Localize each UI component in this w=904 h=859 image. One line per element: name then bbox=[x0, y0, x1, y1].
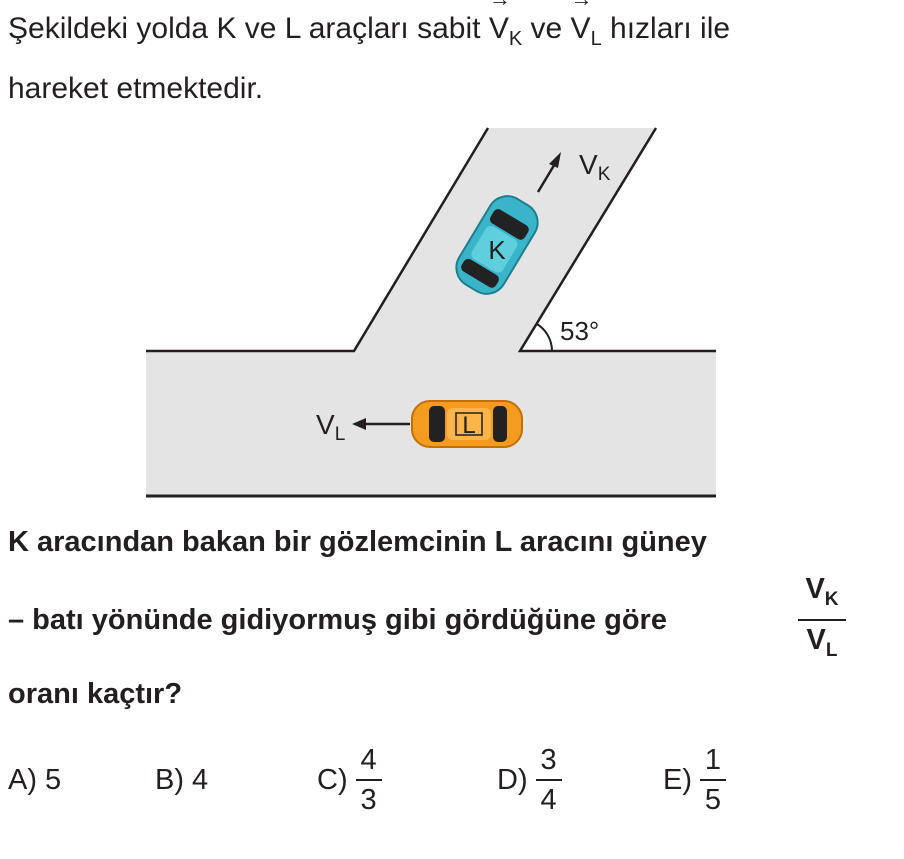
vl-label: $V_L$ bbox=[316, 409, 346, 445]
vector-arrow-icon bbox=[571, 0, 593, 10]
choice-c-label: C) bbox=[317, 763, 348, 796]
answer-choices bbox=[0, 735, 904, 825]
choice-e-fraction bbox=[700, 743, 726, 817]
choice-b[interactable] bbox=[155, 735, 208, 825]
question-line-2: – batı yönünde gidiyormuş gibi gördüğüne göre bbox=[8, 604, 667, 636]
choice-e-label: E) bbox=[663, 763, 692, 796]
choice-c-numerator: 4 bbox=[360, 744, 377, 776]
choice-d-numerator: 3 bbox=[540, 744, 557, 776]
car-l bbox=[412, 401, 522, 447]
vector-vk bbox=[489, 2, 522, 64]
choice-a-label: A) bbox=[8, 763, 37, 796]
angle-label: 53° bbox=[560, 316, 600, 346]
intro-part-2: hızları ile bbox=[610, 12, 731, 45]
choice-c-denominator: 3 bbox=[360, 784, 377, 816]
vl-subscript: L bbox=[590, 28, 602, 50]
vk-label: $V_K$ bbox=[579, 149, 611, 185]
intro-text bbox=[8, 2, 898, 114]
question-line-3: oranı kaçtır? bbox=[8, 678, 183, 710]
vector-vl bbox=[571, 2, 602, 64]
vk-subscript: K bbox=[508, 28, 523, 50]
choice-b-label: B) bbox=[155, 763, 184, 796]
fraction-bar bbox=[356, 779, 382, 781]
car-l-label: L bbox=[462, 412, 476, 439]
choice-d-label: D) bbox=[497, 763, 528, 796]
fraction-bar bbox=[536, 779, 562, 781]
choice-d-denominator: 4 bbox=[540, 784, 557, 816]
fraction-bar bbox=[798, 619, 846, 621]
question-line-1: K aracından bakan bir gözlemcinin L aracını güney bbox=[8, 526, 707, 558]
intro-and: ve bbox=[530, 12, 563, 45]
fraction-numerator: $V_K$ bbox=[805, 573, 839, 610]
choice-d-fraction bbox=[536, 743, 562, 817]
choice-c[interactable] bbox=[317, 735, 382, 825]
choice-c-fraction bbox=[356, 743, 382, 817]
vk-letter: V bbox=[488, 12, 509, 45]
choice-e-denominator: 5 bbox=[704, 784, 722, 816]
vk-over-vl-fraction bbox=[798, 572, 846, 668]
choice-b-value: 4 bbox=[192, 763, 209, 796]
road-figure bbox=[0, 110, 904, 510]
choice-a-value: 5 bbox=[45, 763, 62, 796]
choice-a[interactable] bbox=[8, 735, 61, 825]
choice-d[interactable] bbox=[497, 735, 562, 825]
vector-arrow-icon bbox=[489, 0, 511, 10]
fraction-denominator: $V_L$ bbox=[806, 623, 838, 661]
vl-letter: V bbox=[570, 12, 591, 45]
fraction-bar bbox=[700, 779, 726, 781]
angle-arc bbox=[537, 324, 552, 351]
choice-e[interactable] bbox=[663, 735, 726, 825]
intro-part-1: Şekildeki yolda K ve L araçları sabit bbox=[8, 12, 481, 45]
car-k-label: K bbox=[488, 235, 506, 265]
intro-line-1 bbox=[8, 2, 898, 64]
choice-e-numerator: 1 bbox=[704, 744, 722, 776]
intro-line-2: hareket etmektedir. bbox=[8, 72, 264, 105]
